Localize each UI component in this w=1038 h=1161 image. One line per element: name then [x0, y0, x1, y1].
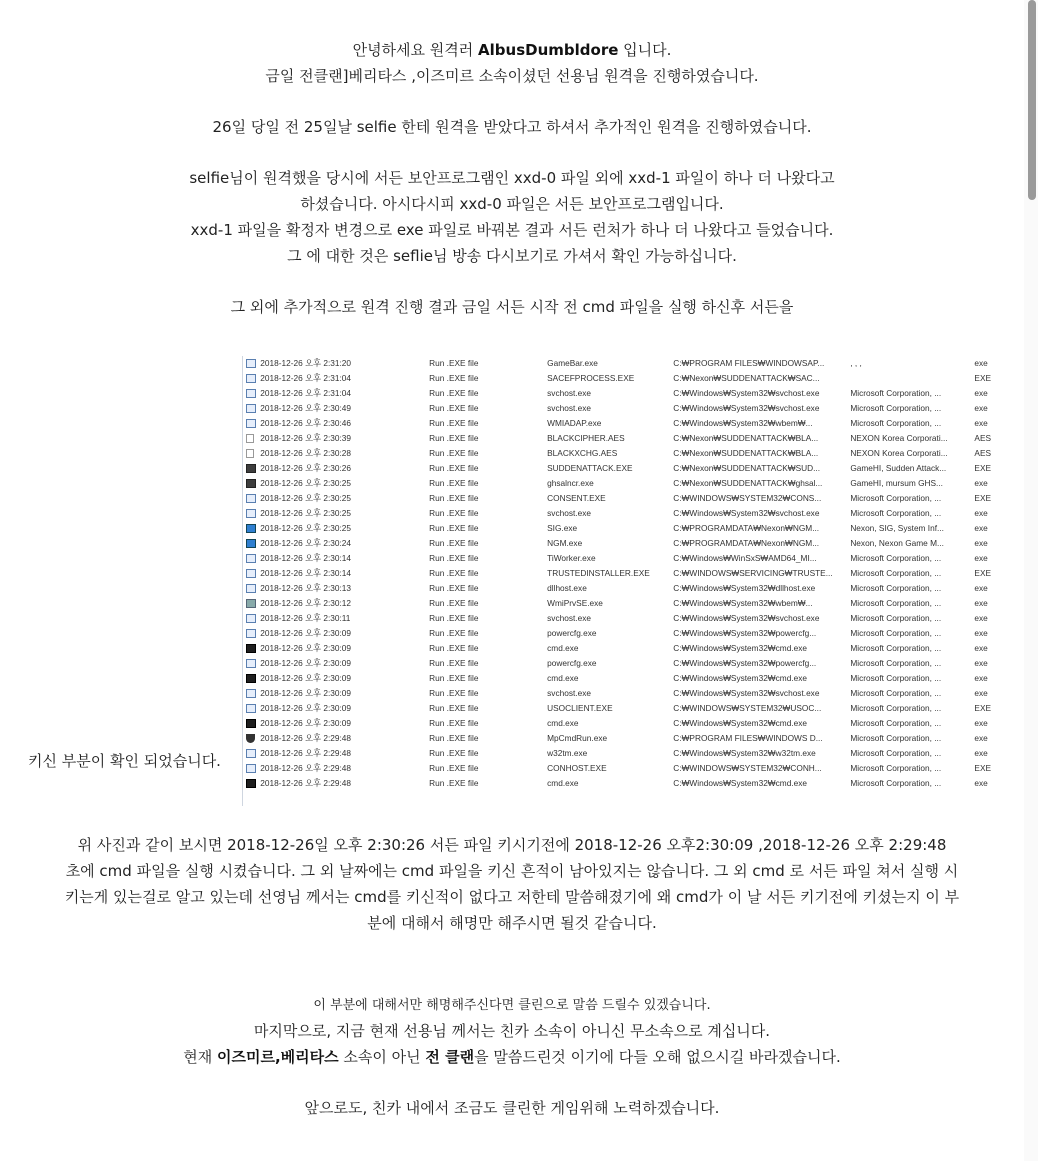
log-ext: AES [974, 448, 992, 458]
exe-file-icon [246, 389, 256, 398]
game-file-icon [246, 464, 256, 473]
cmd-file-icon [246, 719, 256, 728]
exe-file-icon [246, 764, 256, 773]
log-path: C:₩Nexon₩SUDDENATTACK₩ghsal... [673, 478, 823, 488]
log-action: Run .EXE file [429, 508, 479, 518]
paragraph-3-line-2: 하셨습니다. 아시다시피 xxd-0 파일은 서든 보안프로그램입니다. [300, 195, 724, 213]
log-row [243, 506, 1003, 521]
log-company: Microsoft Corporation, ... [850, 748, 942, 758]
log-path: C:₩Windows₩WinSxS₩AMD64_MI... [673, 553, 817, 563]
log-icon-cell [243, 581, 258, 596]
log-path: C:₩Windows₩System32₩svchost.exe [673, 613, 820, 623]
log-row [243, 746, 1003, 761]
log-ext: EXE [974, 493, 992, 503]
log-ext: exe [974, 658, 988, 668]
log-icon-cell [243, 611, 258, 626]
log-company: Nexon, Nexon Game M... [850, 538, 944, 548]
log-path: C:₩Windows₩System32₩powercfg... [673, 658, 817, 668]
exe-file-icon [246, 584, 256, 593]
log-action: Run .EXE file [429, 613, 479, 623]
log-name: NGM.exe [547, 538, 583, 548]
log-company: Microsoft Corporation, ... [850, 658, 942, 668]
log-name: svchost.exe [547, 688, 591, 698]
log-company: NEXON Korea Corporati... [850, 448, 948, 458]
log-name: dllhost.exe [547, 583, 587, 593]
log-name: ghsalncr.exe [547, 478, 594, 488]
log-icon-cell [243, 386, 258, 401]
log-name: BLACKCIPHER.AES [547, 433, 625, 443]
log-name: CONHOST.EXE [547, 763, 607, 773]
post-body [0, 0, 1024, 320]
former-clan-label: 전 클랜 [425, 1048, 475, 1066]
paragraph-4: 그 외에 추가적으로 원격 진행 결과 금일 서든 시작 전 cmd 파일을 실행 하신후 서든을 [230, 298, 794, 316]
log-name: CONSENT.EXE [547, 493, 606, 503]
log-time: 2018-12-26 오후 2:30:09 [260, 643, 352, 653]
log-company: Microsoft Corporation, ... [850, 628, 942, 638]
log-time: 2018-12-26 오후 2:30:09 [260, 718, 352, 728]
log-name: MpCmdRun.exe [547, 733, 608, 743]
log-ext: exe [974, 583, 988, 593]
log-company: Microsoft Corporation, ... [850, 568, 942, 578]
log-name: cmd.exe [547, 643, 579, 653]
log-icon-cell [243, 491, 258, 506]
log-ext: exe [974, 508, 988, 518]
log-icon-cell [243, 671, 258, 686]
log-time: 2018-12-26 오후 2:30:25 [260, 493, 352, 503]
log-row [243, 491, 1003, 506]
log-row [243, 476, 1003, 491]
game-file-icon [246, 479, 256, 488]
log-path: C:₩Windows₩System32₩w32tm.exe [673, 748, 816, 758]
log-action: Run .EXE file [429, 688, 479, 698]
log-company: Microsoft Corporation, ... [850, 643, 942, 653]
log-company: Microsoft Corporation, ... [850, 553, 942, 563]
log-icon-cell [243, 521, 258, 536]
log-icon-cell [243, 431, 258, 446]
log-action: Run .EXE file [429, 733, 479, 743]
log-time: 2018-12-26 오후 2:30:09 [260, 673, 352, 683]
log-action: Run .EXE file [429, 478, 479, 488]
cmd-file-icon [246, 779, 256, 788]
log-path: C:₩PROGRAMDATA₩Nexon₩NGM... [673, 538, 820, 548]
log-ext: exe [974, 403, 988, 413]
log-action: Run .EXE file [429, 523, 479, 533]
exe-file-icon [246, 749, 256, 758]
former-clans: 이즈미르,베리타스 [217, 1048, 339, 1066]
log-icon-cell [243, 686, 258, 701]
log-path: C:₩PROGRAM FILES₩WINDOWS D... [673, 733, 823, 743]
nexon-file-icon [246, 539, 256, 548]
log-company: Microsoft Corporation, ... [850, 403, 942, 413]
log-action: Run .EXE file [429, 673, 479, 683]
log-icon-cell [243, 461, 258, 476]
scrollbar-thumb[interactable] [1028, 0, 1036, 200]
notice-suffix: 을 말씀드린것 이기에 다들 오해 없으시길 바라겠습니다. [474, 1048, 841, 1066]
log-action: Run .EXE file [429, 568, 479, 578]
log-icon-cell [243, 536, 258, 551]
notice-prefix: 현재 [183, 1048, 217, 1066]
log-company: Microsoft Corporation, ... [850, 598, 942, 608]
log-time: 2018-12-26 오후 2:30:09 [260, 703, 352, 713]
log-path: C:₩Windows₩System32₩cmd.exe [673, 778, 807, 788]
log-path: C:₩Windows₩System32₩cmd.exe [673, 718, 807, 728]
intro-line-1 [0, 37, 1024, 63]
log-row [243, 371, 1003, 386]
closing-line: 앞으로도, 친카 내에서 조금도 클린한 게임위해 노력하겠습니다. [304, 1099, 720, 1117]
log-path: C:₩PROGRAMDATA₩Nexon₩NGM... [673, 523, 820, 533]
log-ext: exe [974, 418, 988, 428]
log-icon-cell [243, 551, 258, 566]
log-name: w32tm.exe [547, 748, 588, 758]
log-row [243, 776, 1003, 791]
log-name: SUDDENATTACK.EXE [547, 463, 633, 473]
log-time: 2018-12-26 오후 2:30:11 [260, 613, 351, 623]
log-icon-cell [243, 566, 258, 581]
log-company: Microsoft Corporation, ... [850, 493, 942, 503]
log-company: Microsoft Corporation, ... [850, 733, 942, 743]
log-path: C:₩Windows₩System32₩powercfg... [673, 628, 817, 638]
log-time: 2018-12-26 오후 2:29:48 [260, 748, 352, 758]
log-time: 2018-12-26 오후 2:29:48 [260, 763, 352, 773]
log-path: C:₩Windows₩System32₩svchost.exe [673, 388, 820, 398]
execution-log-table [243, 356, 1003, 791]
paragraph-3-line-4: 그 에 대한 것은 seflie님 방송 다시보기로 가셔서 확인 가능하십니다. [287, 247, 737, 265]
exe-file-icon [246, 494, 256, 503]
log-company: Microsoft Corporation, ... [850, 673, 942, 683]
log-name: WmiPrvSE.exe [547, 598, 603, 608]
log-row [243, 521, 1003, 536]
execution-log-screenshot [242, 356, 1003, 806]
log-row [243, 761, 1003, 776]
log-company: , , , [850, 358, 862, 368]
log-time: 2018-12-26 오후 2:30:13 [260, 583, 352, 593]
log-name: svchost.exe [547, 403, 591, 413]
log-name: powercfg.exe [547, 628, 597, 638]
log-row [243, 356, 1003, 371]
intro-greeting: 안녕하세요 원격러 [352, 41, 479, 59]
log-name: SIG.exe [547, 523, 578, 533]
log-row [243, 416, 1003, 431]
log-action: Run .EXE file [429, 388, 479, 398]
figure-caption: 키신 부분이 확인 되었습니다. [28, 752, 221, 770]
log-path: C:₩Windows₩System32₩svchost.exe [673, 508, 820, 518]
paragraph-6-line-3 [0, 1044, 1024, 1070]
log-ext: exe [974, 553, 988, 563]
log-company: NEXON Korea Corporati... [850, 433, 948, 443]
log-icon-cell [243, 446, 258, 461]
exe-file-icon [246, 359, 256, 368]
log-ext: exe [974, 688, 988, 698]
log-ext: exe [974, 733, 988, 743]
log-name: cmd.exe [547, 778, 579, 788]
wmi-file-icon [246, 599, 256, 608]
log-name: cmd.exe [547, 673, 579, 683]
paragraph-2: 26일 당일 전 25일날 selfie 한테 원격을 받았다고 하셔서 추가적인 원격을 진행하였습니다. [212, 118, 812, 136]
log-icon-cell [243, 401, 258, 416]
log-name: USOCLIENT.EXE [547, 703, 613, 713]
doc-file-icon [246, 449, 254, 458]
log-ext: exe [974, 358, 988, 368]
log-company: GameHI, mursum GHS... [850, 478, 943, 488]
log-path: C:₩Windows₩System32₩wbem₩... [673, 418, 813, 428]
log-company: Microsoft Corporation, ... [850, 508, 942, 518]
log-ext: exe [974, 718, 988, 728]
log-path: C:₩Windows₩System32₩svchost.exe [673, 403, 820, 413]
log-icon-cell [243, 716, 258, 731]
log-path: C:₩Windows₩System32₩cmd.exe [673, 643, 807, 653]
log-row [243, 566, 1003, 581]
log-path: C:₩PROGRAM FILES₩WINDOWSAP... [673, 358, 825, 368]
log-time: 2018-12-26 오후 2:30:14 [260, 553, 352, 563]
log-icon-cell [243, 761, 258, 776]
log-time: 2018-12-26 오후 2:30:25 [260, 523, 352, 533]
page-scrollbar[interactable] [1024, 0, 1038, 1161]
notice-middle: 소속이 아닌 [338, 1048, 426, 1066]
log-action: Run .EXE file [429, 763, 479, 773]
log-icon-cell [243, 701, 258, 716]
log-action: Run .EXE file [429, 583, 479, 593]
log-ext: AES [974, 433, 992, 443]
log-ext: exe [974, 613, 988, 623]
log-row [243, 656, 1003, 671]
log-ext: exe [974, 598, 988, 608]
log-time: 2018-12-26 오후 2:30:26 [260, 463, 352, 473]
log-company: Nexon, SIG, System Inf... [850, 523, 944, 533]
exe-file-icon [246, 509, 256, 518]
log-icon-cell [243, 776, 258, 791]
exe-file-icon [246, 404, 256, 413]
log-icon-cell [243, 506, 258, 521]
log-name: BLACKXCHG.AES [547, 448, 618, 458]
log-time: 2018-12-26 오후 2:30:09 [260, 628, 352, 638]
log-action: Run .EXE file [429, 703, 479, 713]
log-time: 2018-12-26 오후 2:30:24 [260, 538, 352, 548]
evidence-figure [28, 356, 998, 806]
paragraph-3-line-3: xxd-1 파일을 확정자 변경으로 exe 파일로 바꿔본 결과 서든 런처가 하나 더 나왔다고 들었습니다. [190, 221, 834, 239]
log-company: Microsoft Corporation, ... [850, 388, 942, 398]
exe-file-icon [246, 554, 256, 563]
log-company: Microsoft Corporation, ... [850, 613, 942, 623]
cmd-file-icon [246, 644, 256, 653]
log-time: 2018-12-26 오후 2:30:12 [260, 598, 352, 608]
log-company: Microsoft Corporation, ... [850, 718, 942, 728]
log-name: cmd.exe [547, 718, 579, 728]
log-row [243, 431, 1003, 446]
log-name: TiWorker.exe [547, 553, 596, 563]
log-action: Run .EXE file [429, 418, 479, 428]
paragraph-5-line-4: 분에 대해서 해명만 해주시면 될것 같습니다. [367, 914, 657, 932]
log-company [848, 371, 972, 386]
log-company: Microsoft Corporation, ... [850, 778, 942, 788]
log-action: Run .EXE file [429, 538, 479, 548]
log-row [243, 671, 1003, 686]
log-row [243, 446, 1003, 461]
paragraph-3-line-1: selfie님이 원격했을 당시에 서든 보안프로그램인 xxd-0 파일 외에 xxd-1 파일이 하나 더 나왔다고 [189, 169, 835, 187]
log-row [243, 581, 1003, 596]
log-path: C:₩WINDOWS₩SYSTEM32₩CONS... [673, 493, 822, 503]
log-action: Run .EXE file [429, 778, 479, 788]
log-row [243, 701, 1003, 716]
intro-line-2: 금일 전클랜]베리타스 ,이즈미르 소속이셨던 선용님 원격을 진행하였습니다. [265, 67, 759, 85]
log-path: C:₩Windows₩System32₩svchost.exe [673, 688, 820, 698]
log-icon-cell [243, 641, 258, 656]
log-company: Microsoft Corporation, ... [850, 688, 942, 698]
log-action: Run .EXE file [429, 373, 479, 383]
log-icon-cell [243, 746, 258, 761]
nexon-file-icon [246, 524, 256, 533]
exe-file-icon [246, 569, 256, 578]
log-company: Microsoft Corporation, ... [850, 703, 942, 713]
paragraph-6-line-1: 이 부분에 대해서만 해명해주신다면 클린으로 말씀 드릴수 있겠습니다. [313, 998, 711, 1013]
log-name: SACEFPROCESS.EXE [547, 373, 635, 383]
log-path: C:₩Windows₩System32₩dllhost.exe [673, 583, 816, 593]
log-path: C:₩Windows₩System32₩cmd.exe [673, 673, 807, 683]
log-company: GameHI, Sudden Attack... [850, 463, 947, 473]
log-row [243, 386, 1003, 401]
log-time: 2018-12-26 오후 2:30:25 [260, 478, 352, 488]
log-time: 2018-12-26 오후 2:30:09 [260, 688, 352, 698]
log-ext: exe [974, 748, 988, 758]
doc-file-icon [246, 434, 254, 443]
log-ext: EXE [974, 568, 992, 578]
log-ext: exe [974, 388, 988, 398]
log-time: 2018-12-26 오후 2:30:49 [260, 403, 352, 413]
log-icon-cell [243, 656, 258, 671]
log-row [243, 551, 1003, 566]
cmd-file-icon [246, 674, 256, 683]
author-name: AlbusDumbldore [478, 41, 619, 59]
log-name: powercfg.exe [547, 658, 597, 668]
log-path: C:₩WINDOWS₩SYSTEM32₩CONH... [673, 763, 822, 773]
log-action: Run .EXE file [429, 553, 479, 563]
log-time: 2018-12-26 오후 2:31:04 [260, 373, 352, 383]
paragraph-5-line-2: 초에 cmd 파일을 실행 시켰습니다. 그 외 날짜에는 cmd 파일을 키신 흔적이 남아있지는 않습니다. 그 외 cmd 로 서든 파일 쳐서 실행 시 [65, 862, 959, 880]
log-ext: exe [974, 643, 988, 653]
log-time: 2018-12-26 오후 2:31:04 [260, 388, 352, 398]
log-row [243, 731, 1003, 746]
log-path: C:₩WINDOWS₩SYSTEM32₩USOC... [673, 703, 822, 713]
log-ext: exe [974, 778, 988, 788]
log-icon-cell [243, 596, 258, 611]
log-time: 2018-12-26 오후 2:30:25 [260, 508, 352, 518]
post-body-lower [0, 832, 1024, 1121]
log-ext: EXE [974, 763, 992, 773]
log-company: Microsoft Corporation, ... [850, 763, 942, 773]
exe-file-icon [246, 689, 256, 698]
log-name: svchost.exe [547, 388, 591, 398]
log-action: Run .EXE file [429, 448, 479, 458]
log-name: GameBar.exe [547, 358, 598, 368]
log-ext: exe [974, 628, 988, 638]
log-name: svchost.exe [547, 508, 591, 518]
log-ext: exe [974, 673, 988, 683]
exe-file-icon [246, 614, 256, 623]
log-icon-cell [243, 356, 258, 371]
log-path: C:₩Nexon₩SUDDENATTACK₩SUD... [673, 463, 821, 473]
log-row [243, 611, 1003, 626]
log-time: 2018-12-26 오후 2:29:48 [260, 733, 352, 743]
log-action: Run .EXE file [429, 433, 479, 443]
log-time: 2018-12-26 오후 2:30:14 [260, 568, 352, 578]
log-time: 2018-12-26 오후 2:30:46 [260, 418, 352, 428]
log-action: Run .EXE file [429, 493, 479, 503]
log-icon-cell [243, 731, 258, 746]
log-ext: exe [974, 478, 988, 488]
log-path: C:₩Nexon₩SUDDENATTACK₩SAC... [673, 373, 820, 383]
paragraph-6-line-2: 마지막으로, 지금 현재 선용님 께서는 친카 소속이 아니신 무소속으로 계십니다. [253, 1022, 771, 1040]
log-path: C:₩Windows₩System32₩wbem₩... [673, 598, 813, 608]
log-row [243, 401, 1003, 416]
exe-file-icon [246, 374, 256, 383]
log-ext: exe [974, 538, 988, 548]
log-ext: exe [974, 523, 988, 533]
log-time: 2018-12-26 오후 2:30:39 [260, 433, 352, 443]
shield-file-icon [246, 734, 255, 743]
log-row [243, 641, 1003, 656]
log-company: Microsoft Corporation, ... [850, 583, 942, 593]
log-ext: EXE [974, 373, 992, 383]
log-action: Run .EXE file [429, 658, 479, 668]
log-path: C:₩Nexon₩SUDDENATTACK₩BLA... [673, 433, 819, 443]
log-time: 2018-12-26 오후 2:29:48 [260, 778, 352, 788]
log-ext: EXE [974, 703, 992, 713]
log-row [243, 716, 1003, 731]
log-icon-cell [243, 476, 258, 491]
log-row [243, 461, 1003, 476]
log-action: Run .EXE file [429, 463, 479, 473]
log-action: Run .EXE file [429, 718, 479, 728]
paragraph-5-line-1: 위 사진과 같이 보시면 2018-12-26일 오후 2:30:26 서든 파일 키시기전에 2018-12-26 오후2:30:09 ,2018-12-26 오후 2:29:48 [77, 836, 947, 854]
log-icon-cell [243, 416, 258, 431]
intro-suffix: 입니다. [618, 41, 672, 59]
log-path: C:₩Nexon₩SUDDENATTACK₩BLA... [673, 448, 819, 458]
log-time: 2018-12-26 오후 2:30:28 [260, 448, 352, 458]
log-row [243, 536, 1003, 551]
log-path: C:₩WINDOWS₩SERVICING₩TRUSTE... [673, 568, 833, 578]
log-action: Run .EXE file [429, 748, 479, 758]
log-icon-cell [243, 626, 258, 641]
log-time: 2018-12-26 오후 2:31:20 [260, 358, 352, 368]
log-company: Microsoft Corporation, ... [850, 418, 942, 428]
exe-file-icon [246, 704, 256, 713]
log-action: Run .EXE file [429, 403, 479, 413]
log-action: Run .EXE file [429, 358, 479, 368]
log-action: Run .EXE file [429, 628, 479, 638]
log-name: WMIADAP.exe [547, 418, 602, 428]
log-name: svchost.exe [547, 613, 591, 623]
exe-file-icon [246, 659, 256, 668]
log-name: TRUSTEDINSTALLER.EXE [547, 568, 650, 578]
log-time: 2018-12-26 오후 2:30:09 [260, 658, 352, 668]
log-row [243, 686, 1003, 701]
log-action: Run .EXE file [429, 598, 479, 608]
exe-file-icon [246, 629, 256, 638]
log-row [243, 596, 1003, 611]
paragraph-5-line-3: 키는게 있는걸로 알고 있는데 선영님 께서는 cmd를 키신적이 없다고 저한테 말씀해졌기에 왜 cmd가 이 날 서든 키기전에 키셨는지 이 부 [64, 888, 960, 906]
log-icon-cell [243, 371, 258, 386]
log-row [243, 626, 1003, 641]
log-action: Run .EXE file [429, 643, 479, 653]
exe-file-icon [246, 419, 256, 428]
log-ext: EXE [974, 463, 992, 473]
